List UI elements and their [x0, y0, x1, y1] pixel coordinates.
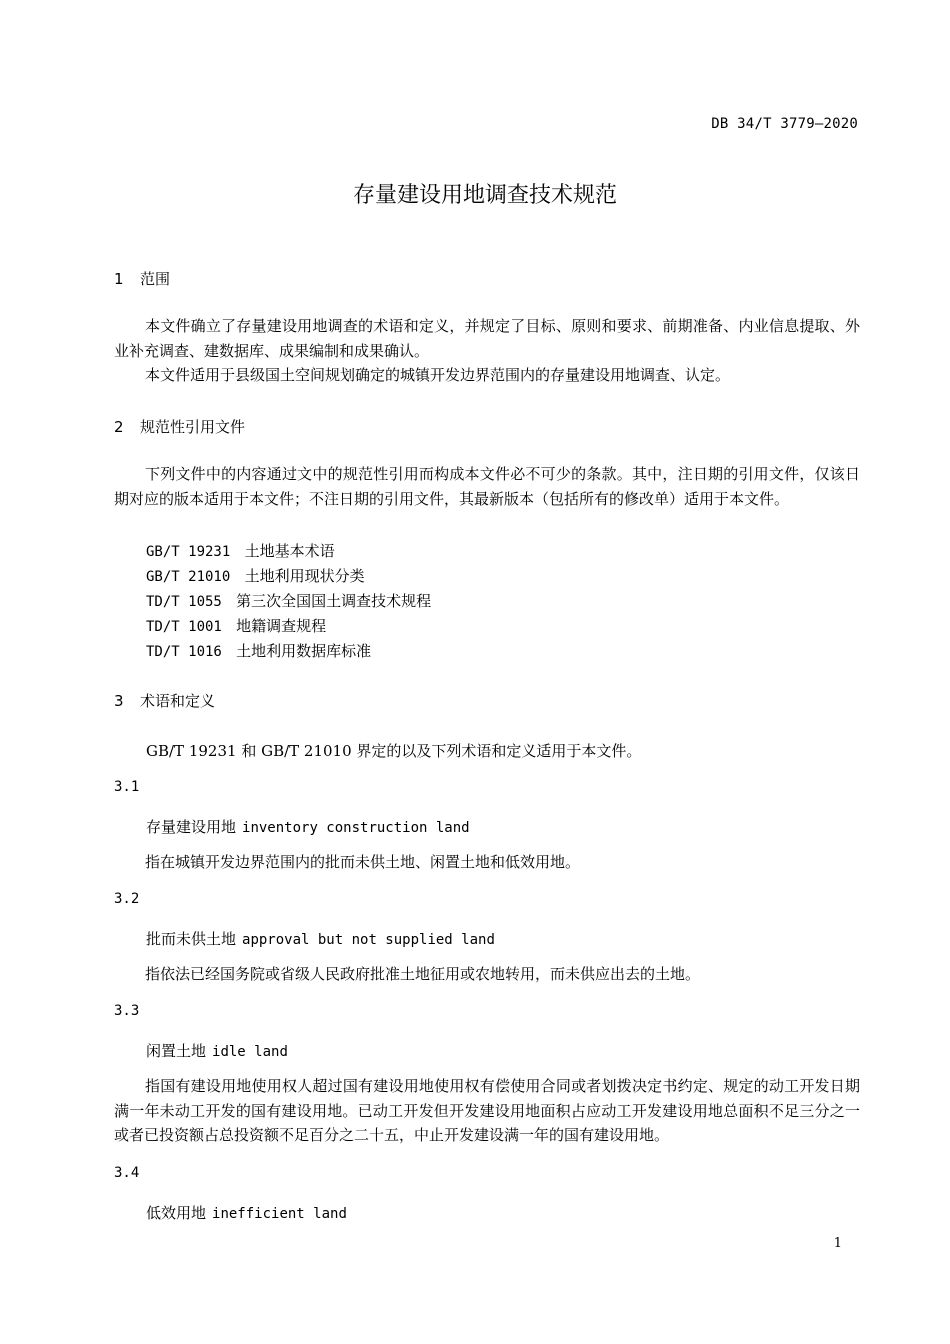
- standard-code: DB 34/T 3779—2020: [711, 116, 858, 132]
- reference-code: GB/T 19231: [146, 544, 231, 560]
- reference-name: 第三次全国国土调查技术规程: [236, 592, 432, 610]
- reference-code: TD/T 1016: [146, 644, 222, 660]
- term-heading: [146, 928, 495, 949]
- section-number: 1: [114, 270, 124, 288]
- section-title: 规范性引用文件: [140, 418, 246, 436]
- section-3-heading: [114, 690, 215, 711]
- section-title: 范围: [140, 270, 171, 288]
- reference-code: GB/T 21010: [146, 569, 231, 585]
- term-number: 3.3: [114, 1003, 140, 1019]
- reference-item: [146, 615, 326, 636]
- term-chinese: 低效用地: [146, 1204, 207, 1222]
- term-heading: [146, 1040, 288, 1061]
- term-definition: 指依法已经国务院或省级人民政府批准土地征用或农地转用，而未供应出去的土地。: [145, 965, 701, 983]
- reference-code: TD/T 1055: [146, 594, 222, 610]
- section-2-heading: [114, 416, 245, 437]
- section-1-paragraph-2: 本文件适用于县级国土空间规划确定的城镇开发边界范围内的存量建设用地调查、认定。: [145, 366, 731, 384]
- term-definition: 指国有建设用地使用权人超过国有建设用地使用权有偿使用合同或者划拨决定书约定、规定的动工开发日期满一年未动工开发的国有建设用地。已动工开发但开发建设用地面积占应动工开发建设用地总面积不足三分之一或者已投资额占总投资额不足百分之二十五，中止开发建设满一年的国有建设用地。: [114, 1077, 860, 1144]
- term-english: idle land: [212, 1044, 288, 1060]
- reference-item: [146, 590, 431, 611]
- reference-item: [146, 540, 335, 561]
- reference-name: 土地基本术语: [244, 542, 335, 560]
- reference-name: 土地利用数据库标准: [236, 642, 372, 660]
- section-number: 2: [114, 418, 124, 436]
- reference-code: TD/T 1001: [146, 619, 222, 635]
- term-number: 3.4: [114, 1165, 140, 1181]
- term-number: 3.2: [114, 891, 140, 907]
- reference-item: [146, 640, 371, 661]
- term-definition: 指在城镇开发边界范围内的批而未供土地、闲置土地和低效用地。: [145, 853, 581, 871]
- term-chinese: 批而未供土地: [146, 930, 237, 948]
- reference-name: 地籍调查规程: [236, 617, 327, 635]
- term-chinese: 存量建设用地: [146, 818, 237, 836]
- section-title: 术语和定义: [140, 692, 216, 710]
- term-number: 3.1: [114, 779, 140, 795]
- term-english: inventory construction land: [242, 820, 470, 836]
- term-heading: [146, 1202, 347, 1223]
- term-english: approval but not supplied land: [242, 932, 495, 948]
- section-3-intro: GB/T 19231 和 GB/T 21010 界定的以及下列术语和定义适用于本文件。: [146, 742, 642, 760]
- reference-item: [146, 565, 365, 586]
- section-2-paragraph: 下列文件中的内容通过文中的规范性引用而构成本文件必不可少的条款。其中，注日期的引用文件，仅该日期对应的版本适用于本文件；不注日期的引用文件，其最新版本（包括所有的修改单）适用于本文件。: [114, 465, 860, 508]
- reference-name: 土地利用现状分类: [244, 567, 365, 585]
- section-1-heading: [114, 268, 170, 289]
- page-number: 1: [833, 1236, 842, 1251]
- section-number: 3: [114, 692, 124, 710]
- term-english: inefficient land: [212, 1206, 347, 1222]
- document-title: 存量建设用地调查技术规范: [352, 183, 617, 208]
- term-heading: [146, 816, 470, 837]
- term-chinese: 闲置土地: [146, 1042, 207, 1060]
- section-1-paragraph-1: 本文件确立了存量建设用地调查的术语和定义，并规定了目标、原则和要求、前期准备、内业信息提取、外业补充调查、建数据库、成果编制和成果确认。: [114, 317, 860, 360]
